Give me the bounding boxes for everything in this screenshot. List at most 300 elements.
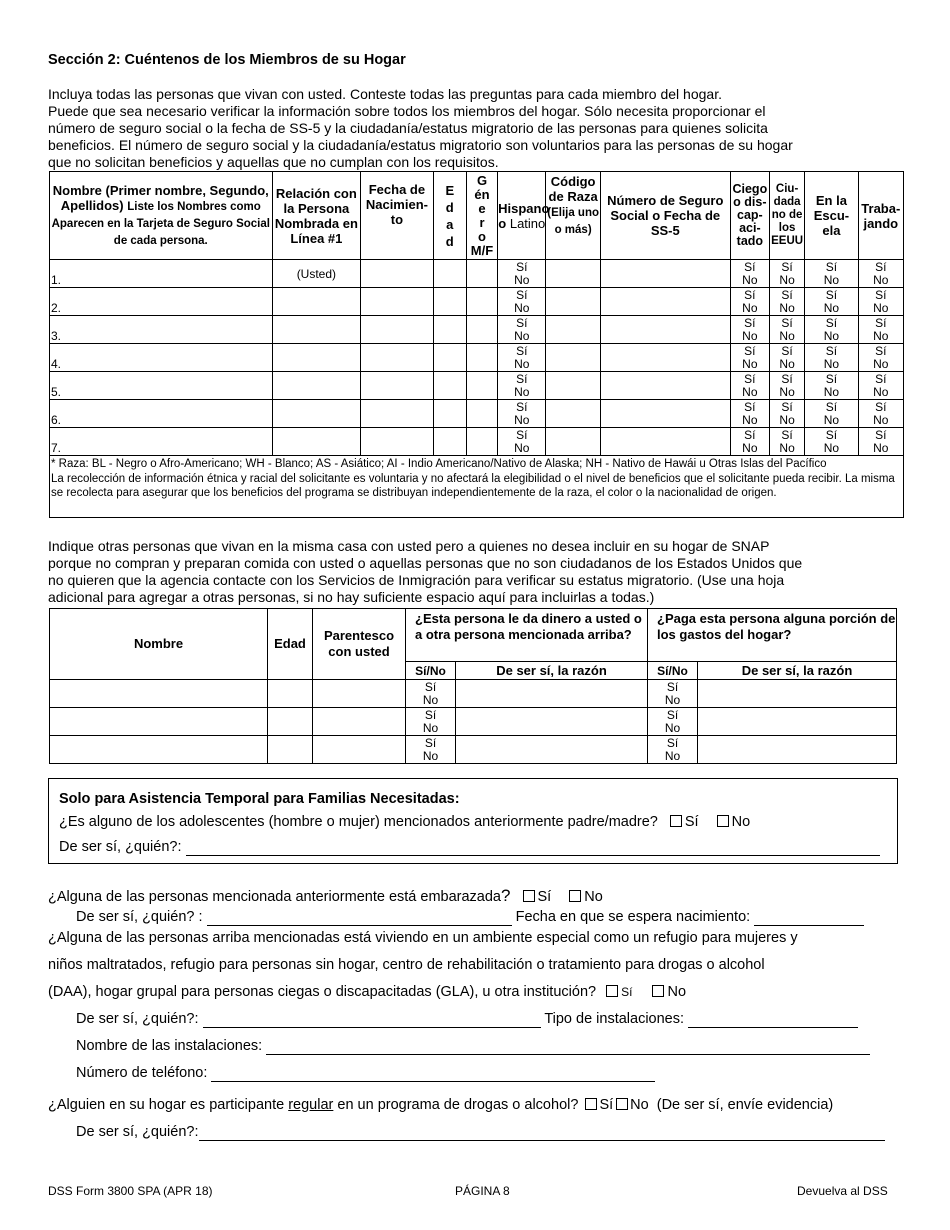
yes-option[interactable]: Sí — [516, 427, 528, 442]
col-citizen: Ciu-dada no de los EEUU — [769, 172, 804, 260]
drug-evidence-note: (De ser sí, envíe evidencia) — [656, 1097, 834, 1113]
no-option[interactable]: No — [742, 384, 758, 399]
no-option[interactable]: No — [823, 356, 840, 371]
no-option[interactable]: No — [514, 440, 530, 455]
pregnant-yes-checkbox[interactable] — [523, 890, 535, 902]
race-cell[interactable] — [546, 400, 600, 428]
col-other-name: Nombre — [50, 609, 268, 680]
due-date-label: Fecha en que se espera nacimiento: — [515, 909, 751, 925]
other-name-cell[interactable] — [50, 680, 268, 708]
race-cell[interactable] — [546, 260, 600, 288]
drug-question-end: en un programa de drogas o alcohol? — [333, 1097, 579, 1113]
citizen-cell[interactable] — [769, 372, 804, 400]
yes-option[interactable]: Sí — [781, 315, 793, 330]
citizen-cell[interactable] — [769, 316, 804, 344]
no-option[interactable]: No — [873, 272, 889, 287]
no-option[interactable]: No — [873, 328, 889, 343]
col-age: E d a d — [433, 172, 466, 260]
other-persons-table — [49, 608, 897, 764]
yes-option[interactable]: Sí — [744, 287, 756, 302]
intro-line: porque no compran y preparan comida con usted o aquellas personas que no son ciudadanos de los Estados Unidos que — [48, 555, 803, 571]
no-option[interactable]: No — [514, 412, 530, 427]
special-who-row — [76, 1011, 858, 1028]
tanf-who-row — [59, 839, 880, 856]
yes-option[interactable]: Sí — [666, 679, 679, 694]
col-other-age: Edad — [268, 609, 313, 680]
birthdate-cell[interactable] — [361, 372, 434, 400]
intro-line: que no solicitan beneficios y aquellas que no cumplan con los requisitos. — [48, 154, 499, 170]
ssn-cell[interactable] — [600, 344, 730, 372]
yes-option[interactable]: Sí — [781, 427, 793, 442]
col-hispanic-label: Hispano o — [498, 200, 550, 231]
form-number: DSS Form 3800 SPA (APR 18) — [48, 1184, 213, 1198]
school-cell[interactable] — [805, 344, 858, 372]
hispanic-cell[interactable] — [498, 400, 546, 428]
relation-cell[interactable] — [272, 400, 361, 428]
school-cell[interactable] — [805, 372, 858, 400]
intro-line: número de seguro social o la fecha de SS-5 y la ciudadanía/estatus migratorio de las personas para quienes solicita — [48, 120, 768, 136]
section-title: Sección 2: Cuéntenos de los Miembros de su Hogar — [48, 52, 406, 68]
col-race-label: Código de Raza — [548, 174, 598, 204]
return-note: Devuelva al DSS — [797, 1184, 888, 1198]
household-row — [50, 428, 904, 456]
no-option[interactable]: No — [823, 328, 840, 343]
footnote-row — [50, 456, 904, 518]
facility-type-field[interactable] — [688, 1011, 858, 1028]
age-cell[interactable] — [433, 260, 466, 288]
hispanic-cell[interactable] — [498, 260, 546, 288]
header-row — [50, 609, 897, 662]
no-option[interactable]: No — [742, 328, 758, 343]
disabled-cell[interactable] — [730, 288, 769, 316]
special-who-field[interactable] — [203, 1011, 541, 1028]
col-hispanic — [498, 172, 550, 260]
col-disabled: Ciego o dis-cap-aci-tado — [730, 172, 769, 260]
pregnant-question-row — [48, 886, 603, 906]
special-who-label: De ser sí, ¿quién?: — [76, 1011, 199, 1027]
drug-program-row — [48, 1097, 833, 1113]
age-cell[interactable] — [433, 288, 466, 316]
intro-line: Indique otras personas que vivan en la misma casa con usted pero a quienes no desea incluir en su hogar de SNAP — [48, 538, 770, 554]
relation-cell[interactable] — [272, 428, 361, 456]
citizen-cell[interactable] — [769, 288, 804, 316]
no-option[interactable]: No — [664, 720, 681, 735]
expenses-reason-cell[interactable] — [698, 680, 897, 708]
yes-option[interactable]: Sí — [666, 735, 679, 750]
money-yesno-cell[interactable] — [406, 680, 456, 708]
yes-option[interactable]: Sí — [781, 259, 793, 274]
ssn-cell[interactable] — [600, 400, 730, 428]
no-option[interactable]: No — [873, 412, 889, 427]
relation-cell[interactable] — [272, 288, 361, 316]
member-name-cell[interactable] — [50, 400, 273, 428]
disabled-cell[interactable] — [730, 400, 769, 428]
yes-option[interactable]: Sí — [825, 427, 838, 442]
money-reason-cell[interactable] — [456, 736, 648, 764]
yes-label: Sí — [537, 889, 552, 905]
special-question-line: (DAA), hogar grupal para personas ciegas o discapacitadas (GLA), u otra institución? — [48, 984, 597, 1000]
yes-option[interactable]: Sí — [875, 343, 887, 358]
hispanic-cell[interactable] — [498, 316, 546, 344]
intro-line: beneficios. El número de seguro social y la ciudadanía/estatus migratorio son voluntarios para las personas de su hogar — [48, 137, 793, 153]
ethnicity-notice: La recolección de información étnica y racial del solicitante es voluntaria y no afectará la elegibilidad o el nivel de beneficios que el solicitante pueda recibir. La misma se recolecta para asegurar que los beneficios del programa se distribuyan independientemente de la raza, el color o la nacionalidad de origen. — [51, 472, 895, 499]
yes-option[interactable]: Sí — [875, 371, 887, 386]
col-expenses-yesno: Sí/No — [648, 662, 698, 680]
ssn-cell[interactable] — [600, 428, 730, 456]
page-number: PÁGINA 8 — [455, 1184, 510, 1198]
disabled-cell[interactable] — [730, 372, 769, 400]
disabled-cell[interactable] — [730, 260, 769, 288]
drug-question-start: ¿Alguien en su hogar es participante — [48, 1097, 289, 1113]
no-option[interactable]: No — [742, 440, 758, 455]
hispanic-cell[interactable] — [498, 288, 546, 316]
tanf-no-checkbox[interactable] — [717, 815, 729, 827]
no-option[interactable]: No — [779, 384, 795, 399]
tanf-question: ¿Es alguno de los adolescentes (hombre o mujer) mencionados anteriormente padre/madre? — [59, 814, 658, 830]
other-person-row — [50, 680, 897, 708]
col-birthdate: Fecha de Nacimien-to — [361, 172, 434, 260]
working-cell[interactable] — [858, 372, 903, 400]
yes-option[interactable]: Sí — [781, 371, 793, 386]
question-mark: ? — [501, 886, 511, 905]
gender-cell[interactable] — [466, 260, 497, 288]
birthdate-cell[interactable] — [361, 288, 434, 316]
member-name-cell[interactable] — [50, 372, 273, 400]
disabled-cell[interactable] — [730, 344, 769, 372]
yes-option[interactable]: Sí — [424, 735, 437, 750]
yes-option[interactable]: Sí — [875, 427, 887, 442]
no-option[interactable]: No — [873, 384, 889, 399]
ssn-cell[interactable] — [600, 260, 730, 288]
yes-option[interactable]: Sí — [424, 707, 437, 722]
row-number: 7. — [51, 441, 62, 455]
other-name-cell[interactable] — [50, 708, 268, 736]
household-row — [50, 400, 904, 428]
col-hispanic-note: Latino — [509, 215, 546, 231]
yes-option[interactable]: Sí — [666, 707, 679, 722]
yes-option[interactable]: Sí — [875, 287, 887, 302]
no-option[interactable]: No — [779, 300, 795, 315]
citizen-cell[interactable] — [769, 260, 804, 288]
phone-field[interactable] — [211, 1065, 655, 1082]
col-gender: G én e r o M/F — [466, 172, 497, 260]
household-row — [50, 372, 904, 400]
relation-cell[interactable]: (Usted) — [272, 260, 361, 288]
working-cell[interactable] — [858, 260, 903, 288]
other-person-row — [50, 708, 897, 736]
drug-question-emphasis: regular — [288, 1097, 334, 1113]
yes-option[interactable]: Sí — [875, 259, 887, 274]
working-cell[interactable] — [858, 288, 903, 316]
yes-option[interactable]: Sí — [516, 287, 528, 302]
other-age-cell[interactable] — [268, 708, 313, 736]
special-question-line: ¿Alguna de las personas arriba mencionadas está viviendo en un ambiente especial como un refugio para mujeres y — [48, 930, 798, 946]
citizen-cell[interactable] — [769, 428, 804, 456]
no-option[interactable]: No — [742, 272, 758, 287]
yes-option[interactable]: Sí — [516, 315, 528, 330]
disabled-cell[interactable] — [730, 316, 769, 344]
age-cell[interactable] — [433, 344, 466, 372]
other-age-cell[interactable] — [268, 680, 313, 708]
col-name-label: Nombre (Primer nombre, Segundo, Apellidos) — [52, 182, 269, 213]
special-no-checkbox[interactable] — [652, 985, 664, 997]
special-yes-checkbox[interactable] — [606, 985, 618, 997]
gender-cell[interactable] — [466, 288, 497, 316]
no-label: No — [667, 984, 687, 1000]
yes-label: Sí — [684, 814, 699, 830]
drug-who-field[interactable] — [199, 1124, 885, 1141]
no-option[interactable]: No — [514, 356, 530, 371]
col-working: Traba-jando — [858, 172, 903, 260]
intro-line: no quieren que la agencia contacte con los Servicios de Inmigración para verificar su estatus migratorio. (Use una hoja — [48, 572, 785, 588]
yes-option[interactable]: Sí — [516, 259, 528, 274]
yes-option[interactable]: Sí — [825, 315, 838, 330]
tanf-heading: Solo para Asistencia Temporal para Familias Necesitadas: — [59, 791, 460, 807]
race-cell[interactable] — [546, 316, 600, 344]
yes-option[interactable]: Sí — [744, 371, 756, 386]
col-other-relation: Parentesco con usted — [313, 609, 406, 680]
yes-option[interactable]: Sí — [825, 343, 838, 358]
no-option[interactable]: No — [823, 412, 840, 427]
no-option[interactable]: No — [514, 384, 530, 399]
no-option[interactable]: No — [779, 440, 795, 455]
yes-option[interactable]: Sí — [781, 287, 793, 302]
col-money-reason: De ser sí, la razón — [456, 662, 648, 680]
yes-option[interactable]: Sí — [516, 371, 528, 386]
yes-option[interactable]: Sí — [744, 259, 756, 274]
school-cell[interactable] — [805, 316, 858, 344]
col-name-note: Liste los Nombres como Aparecen en la Tarjeta de Seguro Social de cada persona. — [51, 200, 270, 247]
relation-cell[interactable] — [272, 344, 361, 372]
race-cell[interactable] — [546, 372, 600, 400]
hispanic-cell[interactable] — [498, 372, 546, 400]
member-name-cell[interactable] — [50, 428, 273, 456]
no-option[interactable]: No — [514, 272, 530, 287]
no-option[interactable]: No — [742, 356, 758, 371]
expenses-yesno-cell[interactable] — [648, 680, 698, 708]
intro-line: adicional para agregar a otras personas, si no hay suficiente espacio aquí para incluirlas a todas.) — [48, 589, 655, 605]
col-pays-expenses: ¿Paga esta persona alguna porción de los gastos del hogar? — [648, 609, 897, 662]
no-option[interactable]: No — [823, 440, 840, 455]
gender-cell[interactable] — [466, 316, 497, 344]
age-cell[interactable] — [433, 400, 466, 428]
drug-who-row — [76, 1124, 885, 1141]
no-option[interactable]: No — [873, 440, 889, 455]
no-option[interactable]: No — [742, 300, 758, 315]
money-reason-cell[interactable] — [456, 708, 648, 736]
facility-name-field[interactable] — [266, 1038, 870, 1055]
row-number: 2. — [51, 301, 62, 315]
col-ssn: Número de Seguro Social o Fecha de SS-5 — [600, 172, 730, 260]
age-cell[interactable] — [433, 316, 466, 344]
col-race — [546, 172, 600, 260]
yes-option[interactable]: Sí — [825, 259, 838, 274]
row-number: 4. — [51, 357, 62, 371]
school-cell[interactable] — [805, 260, 858, 288]
no-option[interactable]: No — [422, 692, 439, 707]
row-number: 6. — [51, 413, 62, 427]
birthdate-cell[interactable] — [361, 400, 434, 428]
race-codes: * Raza: BL - Negro o Afro-Americano; WH - Blanco; AS - Asiático; AI - Indio Americano/Nativo de Alaska; NH - Nativo de Hawái u Otras Islas del Pacífico — [51, 458, 827, 470]
no-option[interactable]: No — [823, 384, 840, 399]
member-name-cell[interactable] — [50, 316, 273, 344]
age-cell[interactable] — [433, 428, 466, 456]
relation-cell[interactable] — [272, 316, 361, 344]
citizen-cell[interactable] — [769, 344, 804, 372]
age-cell[interactable] — [433, 372, 466, 400]
yes-label: Sí — [599, 1097, 614, 1113]
race-cell[interactable] — [546, 344, 600, 372]
tanf-question-row — [59, 814, 750, 830]
pregnant-who-field[interactable] — [207, 909, 512, 926]
no-option[interactable]: No — [779, 272, 795, 287]
other-person-row — [50, 736, 897, 764]
tanf-yes-checkbox[interactable] — [670, 815, 682, 827]
header-row — [50, 172, 904, 260]
household-row — [50, 260, 904, 288]
disabled-cell[interactable] — [730, 428, 769, 456]
yes-option[interactable]: Sí — [744, 315, 756, 330]
pregnant-who-label: De ser sí, ¿quién? : — [76, 909, 203, 925]
pregnant-no-checkbox[interactable] — [569, 890, 581, 902]
yes-option[interactable]: Sí — [744, 427, 756, 442]
yes-option[interactable]: Sí — [825, 287, 838, 302]
due-date-field[interactable] — [754, 909, 864, 926]
col-gives-money: ¿Esta persona le da dinero a usted o a otra persona mencionada arriba? — [406, 609, 648, 662]
other-persons-intro — [48, 538, 908, 606]
member-name-cell[interactable] — [50, 288, 273, 316]
no-option[interactable]: No — [779, 356, 795, 371]
intro-line: Incluya todas las personas que vivan con usted. Conteste todas las preguntas para cada miembro del hogar. — [48, 86, 722, 102]
money-yesno-cell[interactable] — [406, 708, 456, 736]
facility-name-label: Nombre de las instalaciones: — [76, 1038, 263, 1054]
col-money-yesno: Sí/No — [406, 662, 456, 680]
household-row — [50, 288, 904, 316]
ssn-cell[interactable] — [600, 288, 730, 316]
other-relation-cell[interactable] — [313, 680, 406, 708]
yes-option[interactable]: Sí — [781, 399, 793, 414]
no-option[interactable]: No — [422, 748, 439, 763]
race-cell[interactable] — [546, 428, 600, 456]
no-option[interactable]: No — [823, 272, 840, 287]
no-option[interactable]: No — [873, 300, 889, 315]
other-name-cell[interactable] — [50, 736, 268, 764]
col-expenses-reason: De ser sí, la razón — [698, 662, 897, 680]
special-question-line: niños maltratados, refugio para personas sin hogar, centro de rehabilitación o tratamiento para drogas o alcohol — [48, 957, 765, 973]
other-relation-cell[interactable] — [313, 708, 406, 736]
other-age-cell[interactable] — [268, 736, 313, 764]
intro-paragraph — [48, 86, 908, 171]
tanf-box — [48, 778, 898, 864]
yes-option[interactable]: Sí — [424, 679, 437, 694]
expenses-yesno-cell[interactable] — [648, 736, 698, 764]
yes-option[interactable]: Sí — [875, 399, 887, 414]
row-number: 3. — [51, 329, 62, 343]
row-number: 5. — [51, 385, 62, 399]
ssn-cell[interactable] — [600, 372, 730, 400]
no-option[interactable]: No — [742, 412, 758, 427]
phone-label: Número de teléfono: — [76, 1065, 208, 1081]
no-option[interactable]: No — [514, 300, 530, 315]
household-row — [50, 316, 904, 344]
yes-option[interactable]: Sí — [781, 343, 793, 358]
no-option[interactable]: No — [514, 328, 530, 343]
row-number: 1. — [51, 273, 62, 287]
facility-name-row — [76, 1038, 870, 1055]
gender-cell[interactable] — [466, 344, 497, 372]
no-label: No — [630, 1097, 649, 1113]
expenses-yesno-cell[interactable] — [648, 708, 698, 736]
ssn-cell[interactable] — [600, 316, 730, 344]
birthdate-cell[interactable] — [361, 260, 434, 288]
gender-cell[interactable] — [466, 428, 497, 456]
birthdate-cell[interactable] — [361, 428, 434, 456]
no-option[interactable]: No — [779, 328, 795, 343]
member-name-cell[interactable] — [50, 260, 273, 288]
yes-option[interactable]: Sí — [744, 343, 756, 358]
member-name-cell[interactable] — [50, 344, 273, 372]
race-footnote — [50, 456, 904, 518]
yes-option[interactable]: Sí — [825, 399, 838, 414]
money-yesno-cell[interactable] — [406, 736, 456, 764]
birthdate-cell[interactable] — [361, 344, 434, 372]
hispanic-cell[interactable] — [498, 344, 546, 372]
race-cell[interactable] — [546, 288, 600, 316]
yes-option[interactable]: Sí — [875, 315, 887, 330]
tanf-who-field[interactable] — [186, 839, 880, 856]
money-reason-cell[interactable] — [456, 680, 648, 708]
other-relation-cell[interactable] — [313, 736, 406, 764]
expenses-reason-cell[interactable] — [698, 708, 897, 736]
school-cell[interactable] — [805, 428, 858, 456]
working-cell[interactable] — [858, 344, 903, 372]
school-cell[interactable] — [805, 400, 858, 428]
hispanic-cell[interactable] — [498, 428, 546, 456]
yes-option[interactable]: Sí — [516, 343, 528, 358]
no-option[interactable]: No — [823, 300, 840, 315]
citizen-cell[interactable] — [769, 400, 804, 428]
no-option[interactable]: No — [873, 356, 889, 371]
school-cell[interactable] — [805, 288, 858, 316]
drug-no-checkbox[interactable] — [616, 1098, 628, 1110]
yes-label: Sí — [621, 985, 633, 999]
yes-option[interactable]: Sí — [825, 371, 838, 386]
relation-cell[interactable] — [272, 372, 361, 400]
gender-cell[interactable] — [466, 372, 497, 400]
col-relation: Relación con la Persona Nombrada en Línea #1 — [272, 172, 361, 260]
gender-cell[interactable] — [466, 400, 497, 428]
pregnant-who-row — [76, 909, 864, 926]
col-race-note: (Elija uno o más) — [547, 207, 599, 236]
no-option[interactable]: No — [422, 720, 439, 735]
drug-yes-checkbox[interactable] — [585, 1098, 597, 1110]
col-name — [50, 172, 273, 260]
facility-type-label: Tipo de instalaciones: — [544, 1011, 685, 1027]
phone-row — [76, 1065, 655, 1082]
yes-option[interactable]: Sí — [744, 399, 756, 414]
no-label: No — [731, 814, 751, 830]
yes-option[interactable]: Sí — [516, 399, 528, 414]
birthdate-cell[interactable] — [361, 316, 434, 344]
working-cell[interactable] — [858, 428, 903, 456]
expenses-reason-cell[interactable] — [698, 736, 897, 764]
no-option[interactable]: No — [664, 748, 681, 763]
no-option[interactable]: No — [664, 692, 681, 707]
working-cell[interactable] — [858, 316, 903, 344]
drug-who-label: De ser sí, ¿quién?: — [76, 1124, 199, 1140]
working-cell[interactable] — [858, 400, 903, 428]
no-option[interactable]: No — [779, 412, 795, 427]
